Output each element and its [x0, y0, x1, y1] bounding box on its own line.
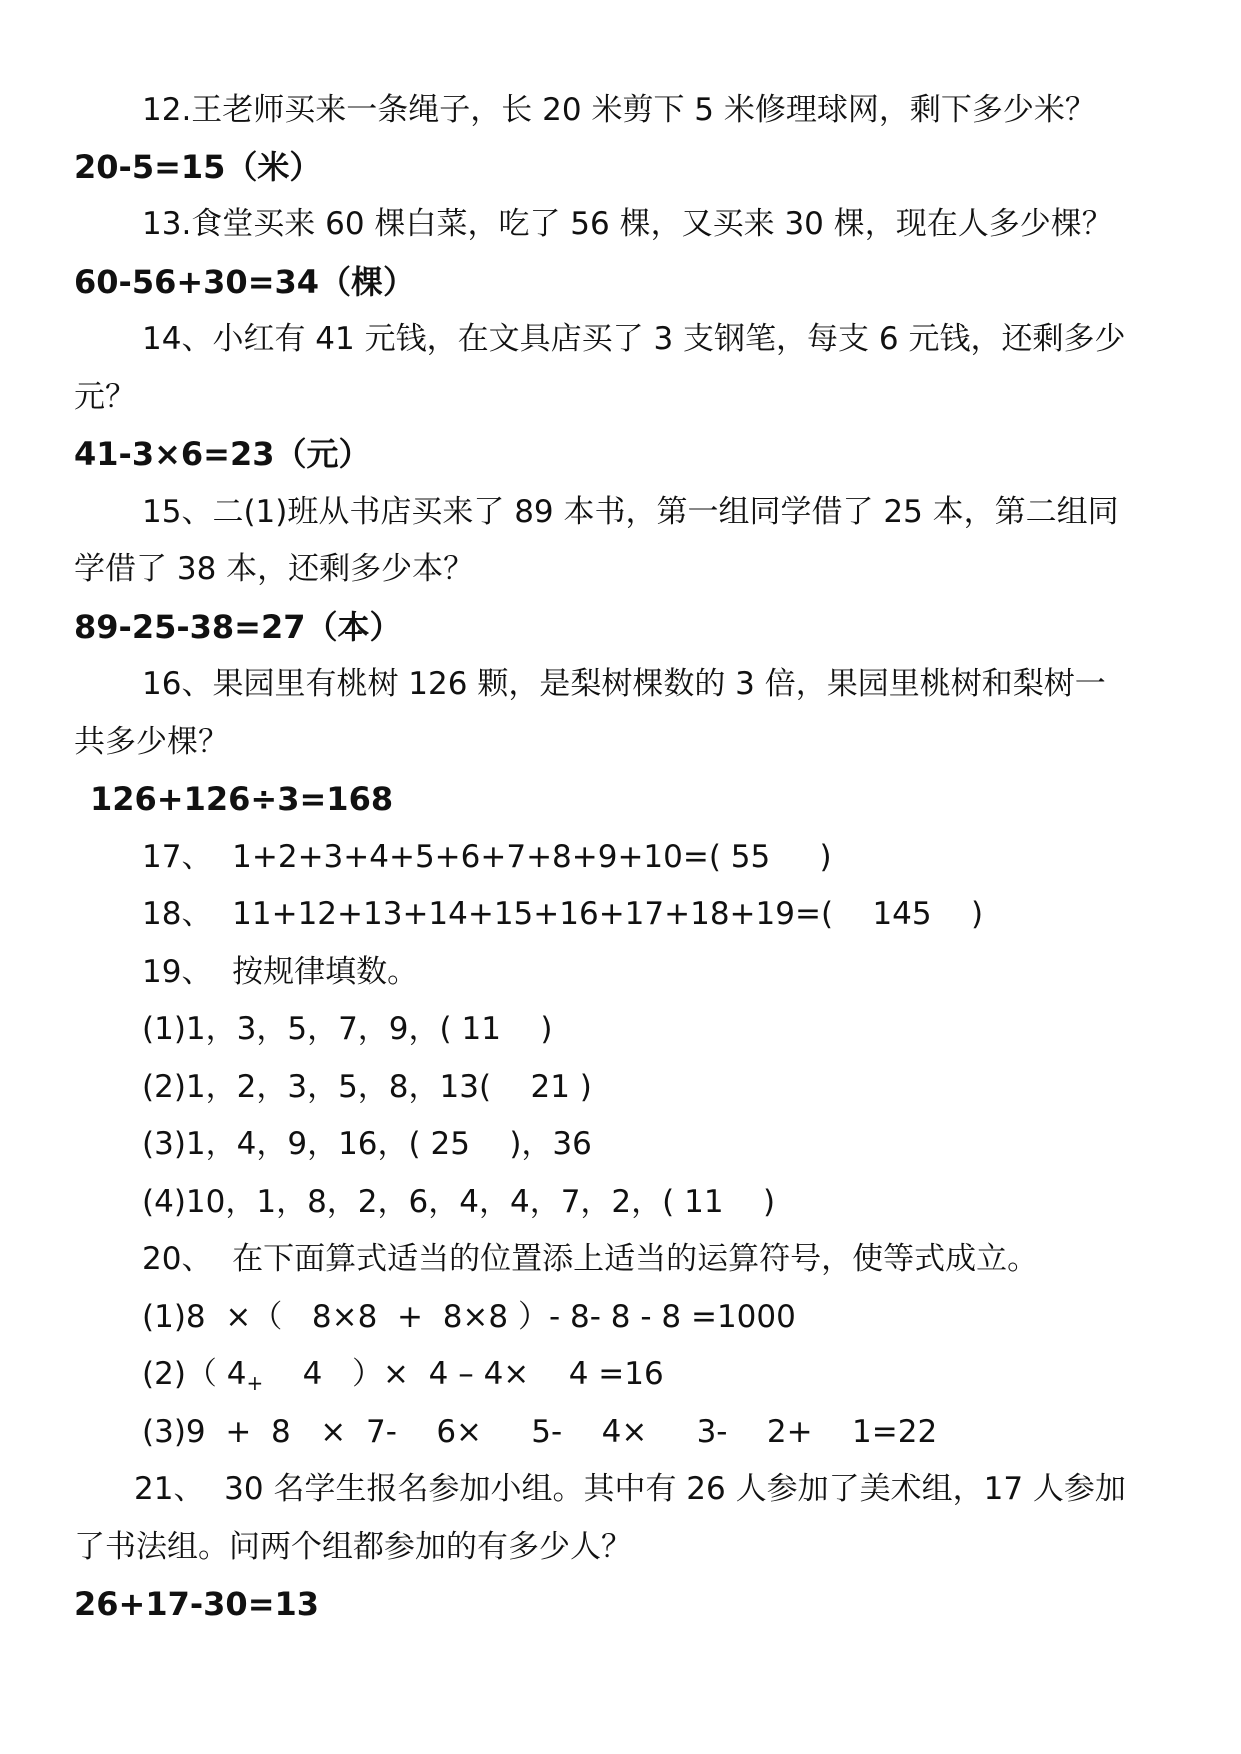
question-12: 12.王老师买来一条绳子，长 20 米剪下 5 米修理球网，剩下多少米？	[142, 92, 1096, 128]
question-15-line-2: 学借了 38 本，还剩多少本？	[74, 551, 475, 587]
question-19-part-1: (1)1，3，5，7，9，( 11 )	[142, 1011, 553, 1047]
question-18: 18、 11+12+13+14+15+16+17+18+19=( 145 )	[142, 896, 984, 932]
question-13: 13.食堂买来 60 棵白菜，吃了 56 棵，又买来 30 棵，现在人多少棵？	[142, 206, 1113, 242]
answer-16: 126+126÷3=168	[90, 780, 394, 818]
answer-13: 60-56+30=34（棵）	[74, 263, 416, 301]
question-16-line-2: 共多少棵？	[74, 724, 229, 760]
question-20-part-2-end: 4 ）× 4 – 4× 4 =16	[263, 1356, 664, 1392]
question-19: 19、 按规律填数。	[142, 954, 419, 990]
question-20-part-2-subscript: +	[246, 1371, 264, 1395]
question-14-line-1: 14、小红有 41 元钱，在文具店买了 3 支钢笔，每支 6 元钱，还剩多少	[142, 321, 1126, 357]
answer-21: 26+17-30=13	[74, 1585, 320, 1623]
question-21-line-1: 21、 30 名学生报名参加小组。其中有 26 人参加了美术组，17 人参加	[134, 1471, 1126, 1507]
question-20-part-2-start: (2)（ 4	[142, 1356, 247, 1392]
question-16-line-1: 16、果园里有桃树 126 颗，是梨树棵数的 3 倍，果园里桃树和梨树一	[142, 666, 1106, 702]
answer-12: 20-5=15（米）	[74, 148, 322, 186]
question-20-part-2	[142, 1354, 664, 1403]
question-17: 17、 1+2+3+4+5+6+7+8+9+10=( 55 )	[142, 839, 832, 875]
question-20-part-3: (3)9 + 8 × 7- 6× 5- 4× 3- 2+ 1=22	[142, 1414, 938, 1450]
question-19-part-3: (3)1，4，9，16，( 25 )，36	[142, 1126, 592, 1162]
question-20: 20、 在下面算式适当的位置添上适当的运算符号，使等式成立。	[142, 1241, 1039, 1277]
question-19-part-2: (2)1，2，3，5，8，13( 21 )	[142, 1069, 592, 1105]
question-15-line-1: 15、二(1)班从书店买来了 89 本书，第一组同学借了 25 本，第二组同	[142, 494, 1119, 530]
answer-14: 41-3×6=23（元）	[74, 435, 371, 473]
answer-15: 89-25-38=27（本）	[74, 608, 402, 646]
question-21-line-2: 了书法组。问两个组都参加的有多少人？	[74, 1529, 632, 1565]
question-19-part-4: (4)10，1，8，2，6，4，4，7，2，( 11 )	[142, 1184, 776, 1220]
question-20-part-1: (1)8 ×（ 8×8 + 8×8 ）- 8- 8 - 8 =1000	[142, 1299, 796, 1335]
question-14-line-2: 元？	[74, 379, 136, 415]
